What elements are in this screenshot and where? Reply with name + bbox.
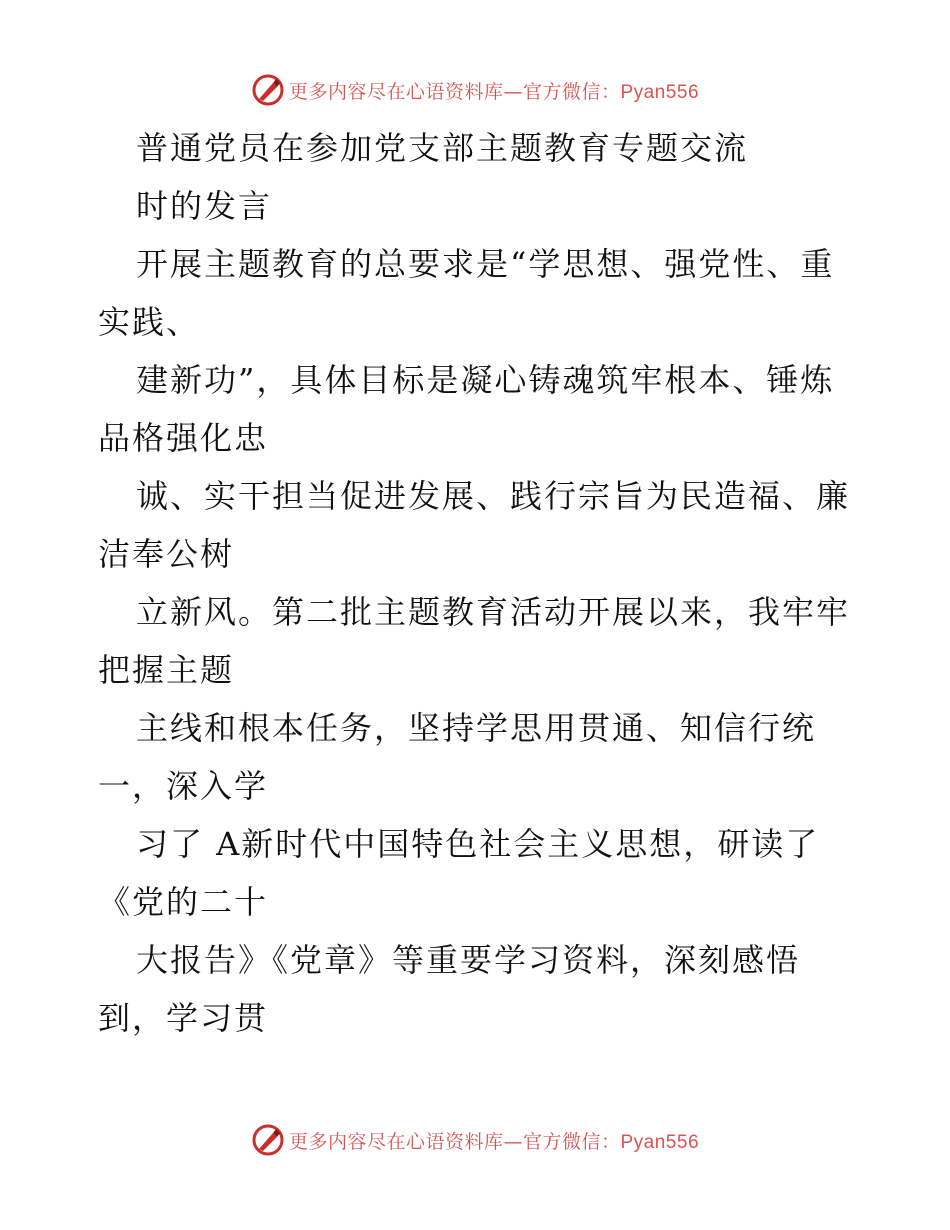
- watermark-handle: Pyan556: [620, 81, 700, 103]
- footer-watermark: [0, 1120, 950, 1160]
- watermark-label: 更多内容尽在心语资料库—官方微信：: [288, 1130, 621, 1153]
- watermark-text: [289, 1127, 699, 1154]
- title-line-2: 时的发言: [136, 187, 273, 225]
- pen-logo-icon: [251, 1123, 285, 1157]
- paragraph-line: 主线和根本任务，坚持学思用贯通、知信行统: [136, 709, 817, 747]
- paragraph-line: 到，学习贯: [98, 999, 269, 1037]
- header-watermark: [0, 70, 950, 110]
- paragraph-line: 诚、实干担当促进发展、践行宗旨为民造福、廉: [136, 477, 851, 515]
- pen-logo-icon: [251, 73, 285, 107]
- paragraph-line: 一，深入学: [98, 767, 269, 805]
- paragraph-line: 开展主题教育的总要求是“学思想、强党性、重: [136, 245, 835, 283]
- paragraph-line: 立新风。第二批主题教育活动开展以来，我牢牢: [136, 593, 851, 631]
- paragraph-line: 《党的二十: [98, 883, 269, 921]
- watermark-handle: Pyan556: [620, 1131, 700, 1153]
- watermark-label: 更多内容尽在心语资料库—官方微信：: [288, 80, 621, 103]
- paragraph-line: 品格强化忠: [98, 419, 269, 457]
- paragraph-line: 洁奉公树: [98, 535, 235, 573]
- title-line-1: 普通党员在参加党支部主题教育专题交流: [136, 129, 749, 167]
- paragraph-line: 把握主题: [98, 651, 235, 689]
- watermark-text: [289, 77, 699, 104]
- paragraph-line: 习了 A新时代中国特色社会主义思想，研读了: [136, 825, 820, 863]
- paragraph-line: 建新功”，具体目标是凝心铸魂筑牢根本、锤炼: [136, 361, 835, 399]
- paragraph-line: 大报告》《党章》等重要学习资料，深刻感悟: [136, 941, 801, 979]
- paragraph-line: 实践、: [98, 303, 201, 341]
